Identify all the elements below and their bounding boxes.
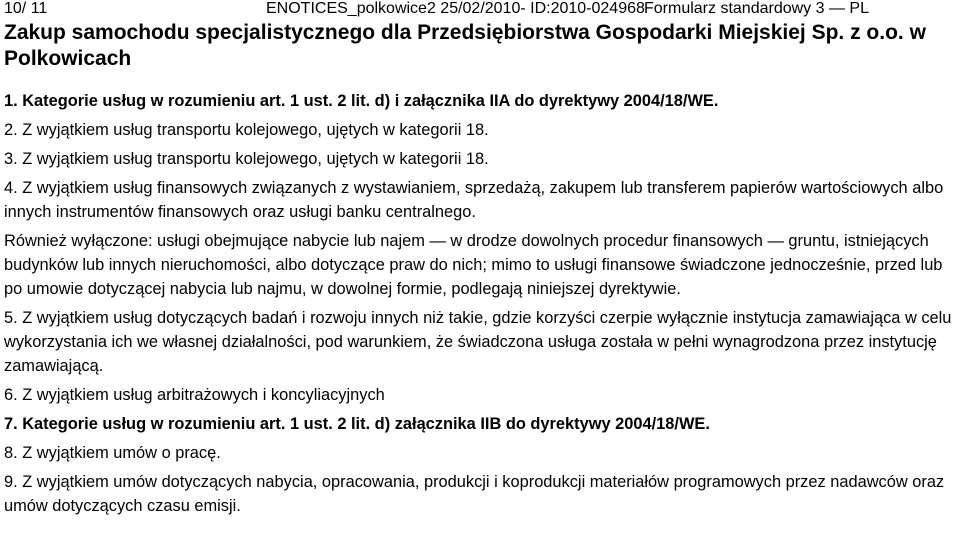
item-4-note: Również wyłączone: usługi obejmujące nabycie lub najem — w drodze dowolnych procedur finansowych — gruntu, istniejących budynków lub innych nieruchomości, albo dotyczące praw do nich; mimo to usługi finansowe świadczone jednocześnie, przed lub po umowie dotyczącej nabycia lub najmu, w dowolnej formie, podlegają niniejszej dyrektywie. bbox=[4, 232, 943, 298]
item-4: 4. Z wyjątkiem usług finansowych związanych z wystawianiem, sprzedażą, zakupem lub transferem papierów wartościowych albo innych instrumentów finansowych oraz usługi banku centralnego. bbox=[4, 179, 944, 221]
document-body bbox=[4, 89, 954, 523]
item-5: 5. Z wyjątkiem usług dotyczących badań i rozwoju innych niż takie, gdzie korzyści czerpie wyłącznie instytucja zamawiająca w celu wykorzystania ich we własnej działalności, pod warunkiem, że świadczona usługa została w pełni wynagrodzona przez instytucję zamawiającą. bbox=[4, 309, 952, 375]
item-1-heading: 1. Kategorie usług w rozumieniu art. 1 ust. 2 lit. d) i załącznika IIA do dyrektywy 2004/18/WE. bbox=[4, 92, 719, 110]
item-8: 8. Z wyjątkiem umów o pracę. bbox=[4, 444, 221, 462]
item-2: 2. Z wyjątkiem usług transportu kolejowego, ujętych w kategorii 18. bbox=[4, 121, 489, 139]
item-3: 3. Z wyjątkiem usług transportu kolejowego, ujętych w kategorii 18. bbox=[4, 150, 489, 168]
item-7-heading: 7. Kategorie usług w rozumieniu art. 1 ust. 2 lit. d) załącznika IIB do dyrektywy 2004/18/WE. bbox=[4, 415, 710, 433]
item-9: 9. Z wyjątkiem umów dotyczących nabycia, opracowania, produkcji i koprodukcji materiałów programowych przez nadawców oraz umów dotyczących czasu emisji. bbox=[4, 473, 945, 515]
page-number: 10/ 11 bbox=[4, 0, 48, 17]
document-id: ENOTICES_polkowice2 25/02/2010- ID:2010-024968 bbox=[266, 0, 645, 17]
item-6: 6. Z wyjątkiem usług arbitrażowych i koncyliacyjnych bbox=[4, 386, 385, 404]
document-header bbox=[4, 0, 956, 18]
document-title: Zakup samochodu specjalistycznego dla Przedsiębiorstwa Gospodarki Miejskiej Sp. z o.o. w Polkowicach bbox=[4, 21, 926, 70]
form-standard-label: Formularz standardowy 3 — PL bbox=[644, 0, 869, 17]
